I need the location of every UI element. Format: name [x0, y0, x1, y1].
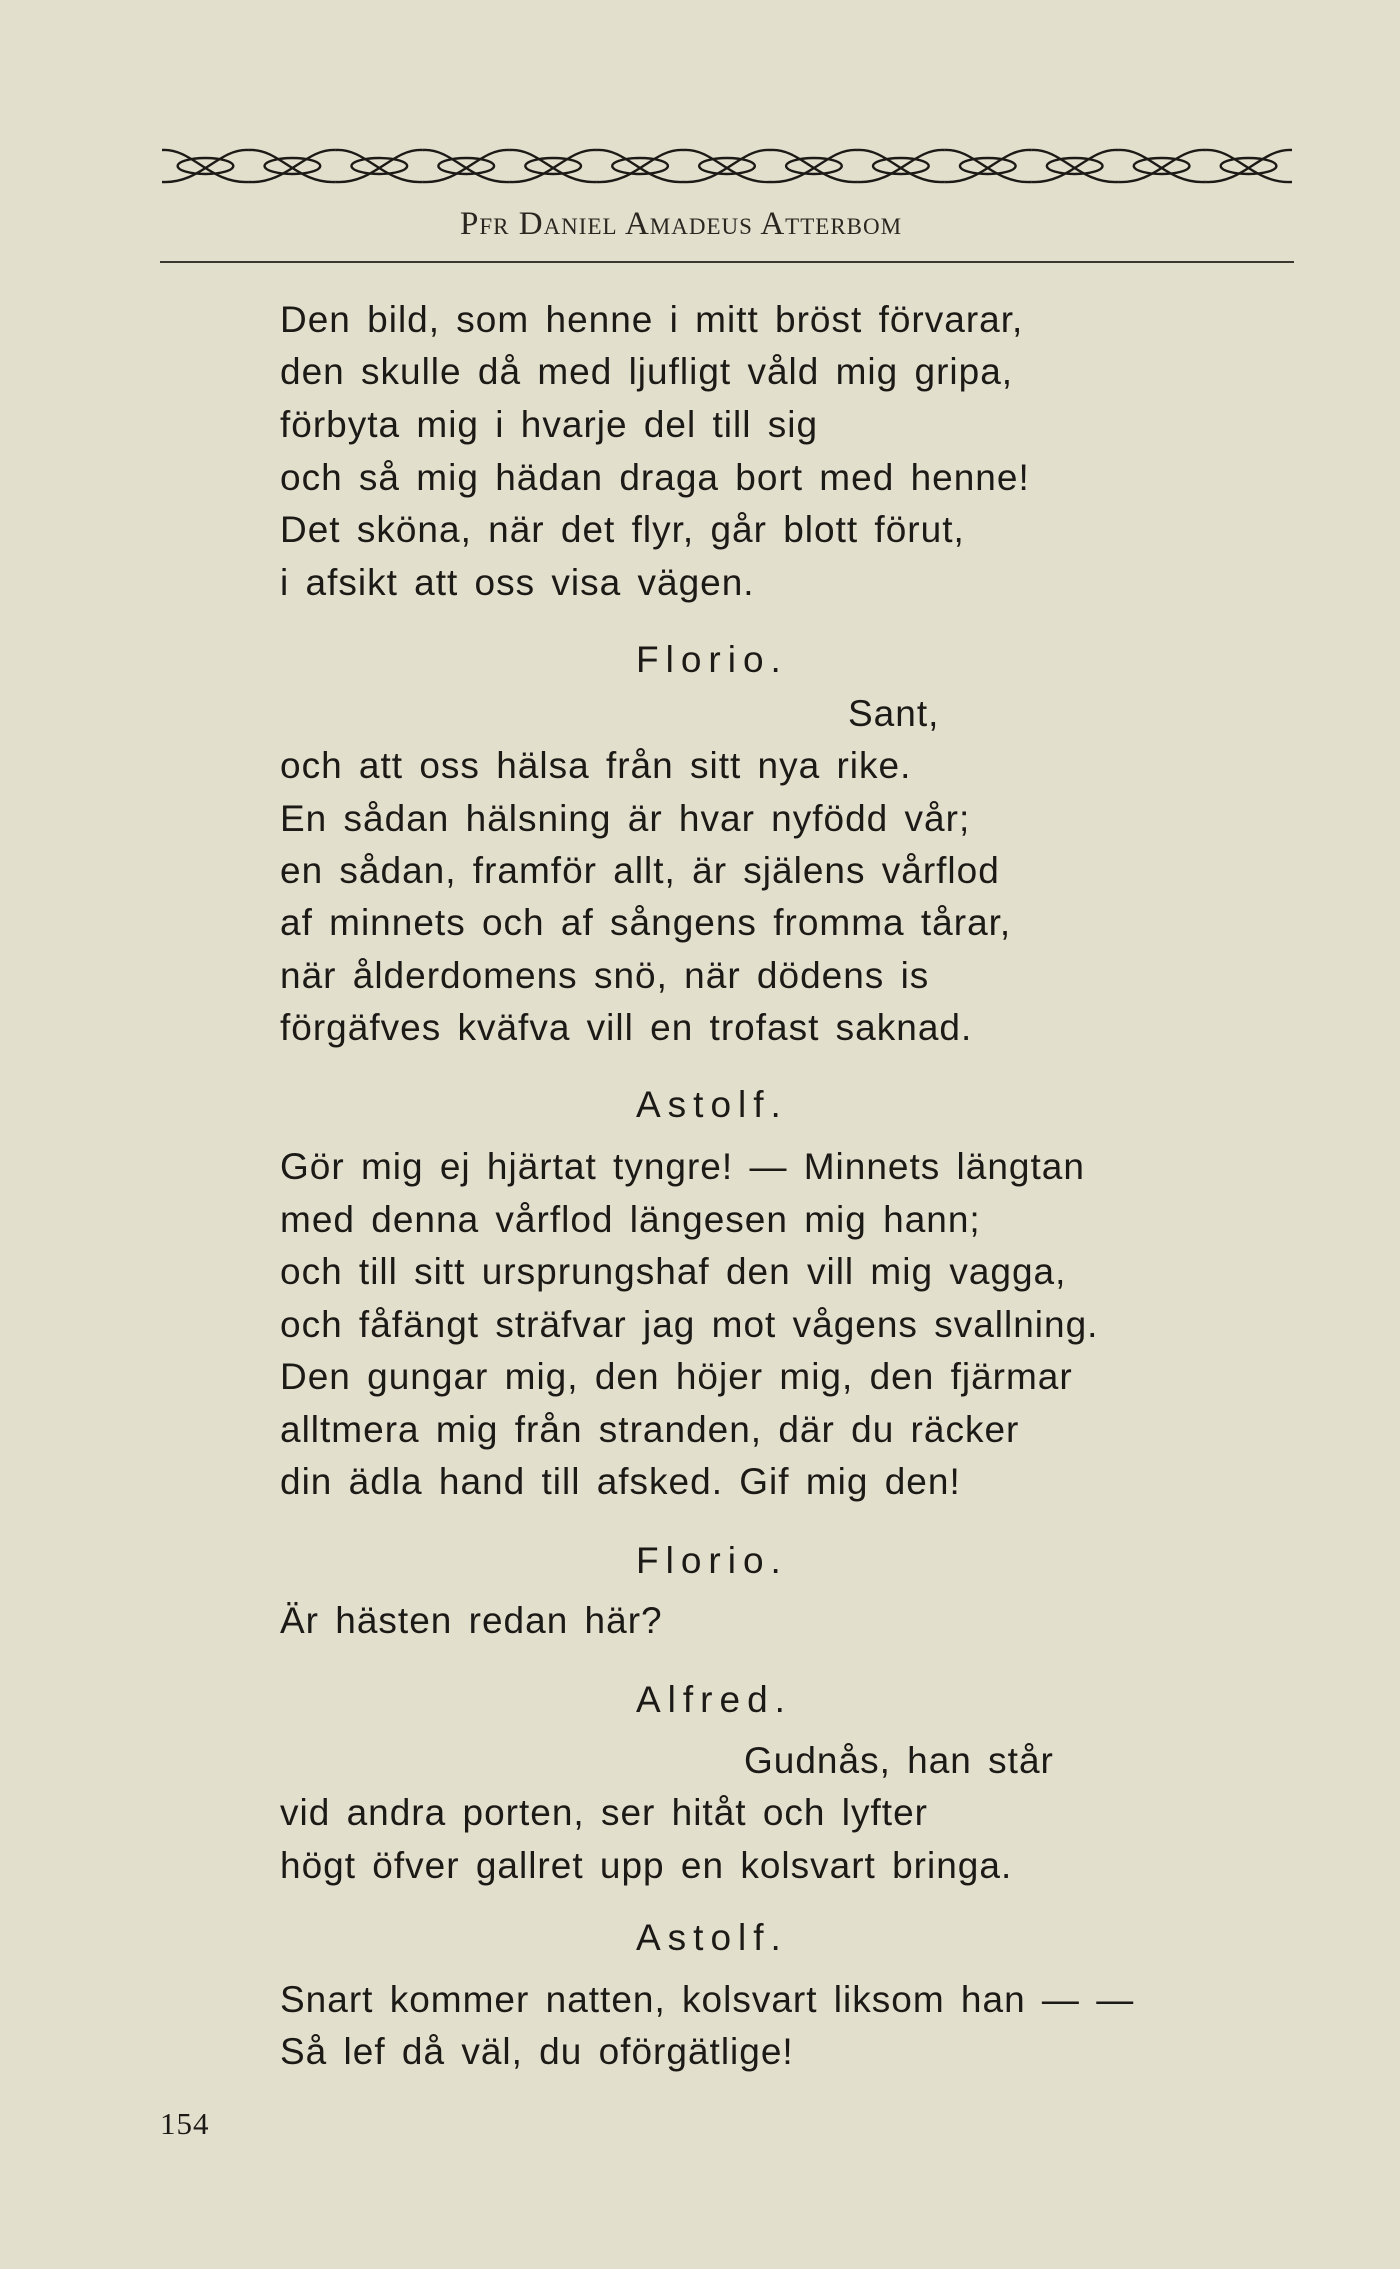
- speaker-name: Astolf.: [636, 1917, 788, 1958]
- speaker-name: Astolf.: [636, 1084, 788, 1125]
- verse-line: Gör mig ej hjärtat tyngre! — Minnets längtan: [280, 1146, 1085, 1187]
- verse-line: högt öfver gallret upp en kolsvart bringa.: [280, 1845, 1013, 1886]
- verse-line: alltmera mig från stranden, där du räcker: [280, 1409, 1020, 1450]
- verse-line: af minnets och af sångens fromma tårar,: [280, 902, 1012, 943]
- verse-line: med denna vårflod längesen mig hann;: [280, 1199, 981, 1240]
- verse-line: vid andra porten, ser hitåt och lyfter: [280, 1792, 928, 1833]
- verse-line: Gudnås, han står: [744, 1740, 1054, 1781]
- page-number: 154: [160, 2106, 210, 2141]
- verse-line: Det sköna, när det flyr, går blott förut,: [280, 509, 965, 550]
- speaker-name: Florio.: [636, 639, 788, 680]
- verse-line: den skulle då med ljufligt våld mig gripa,: [280, 351, 1014, 392]
- speaker-name: Florio.: [636, 1540, 788, 1581]
- verse-line: och till sitt ursprungshaf den vill mig vagga,: [280, 1251, 1067, 1292]
- verse-line: i afsikt att oss visa vägen.: [280, 562, 755, 603]
- verse-line: Sant,: [848, 693, 940, 734]
- running-head: Pfr Daniel Amadeus Atterbom: [460, 206, 903, 242]
- verse-line: och att oss hälsa från sitt nya rike.: [280, 745, 912, 786]
- verse-line: förgäfves kväfva vill en trofast saknad.: [280, 1007, 973, 1048]
- verse-line: Den bild, som henne i mitt bröst förvarar,: [280, 299, 1024, 340]
- verse-line: när ålderdomens snö, när dödens is: [280, 955, 930, 996]
- verse-line: din ädla hand till afsked. Gif mig den!: [280, 1461, 961, 1502]
- verse-line: Är hästen redan här?: [280, 1600, 663, 1641]
- speaker-name: Alfred.: [636, 1679, 792, 1720]
- verse-line: och fåfängt sträfvar jag mot vågens svallning.: [280, 1304, 1099, 1345]
- verse-line: Den gungar mig, den höjer mig, den fjärmar: [280, 1356, 1073, 1397]
- verse-line: förbyta mig i hvarje del till sig: [280, 404, 819, 445]
- verse-line: en sådan, framför allt, är själens vårflod: [280, 850, 1000, 891]
- verse-line: Så lef då väl, du oförgätlige!: [280, 2031, 794, 2072]
- verse-line: En sådan hälsning är hvar nyfödd vår;: [280, 798, 971, 839]
- verse-line: Snart kommer natten, kolsvart liksom han — —: [280, 1979, 1135, 2020]
- verse-line: och så mig hädan draga bort med henne!: [280, 457, 1030, 498]
